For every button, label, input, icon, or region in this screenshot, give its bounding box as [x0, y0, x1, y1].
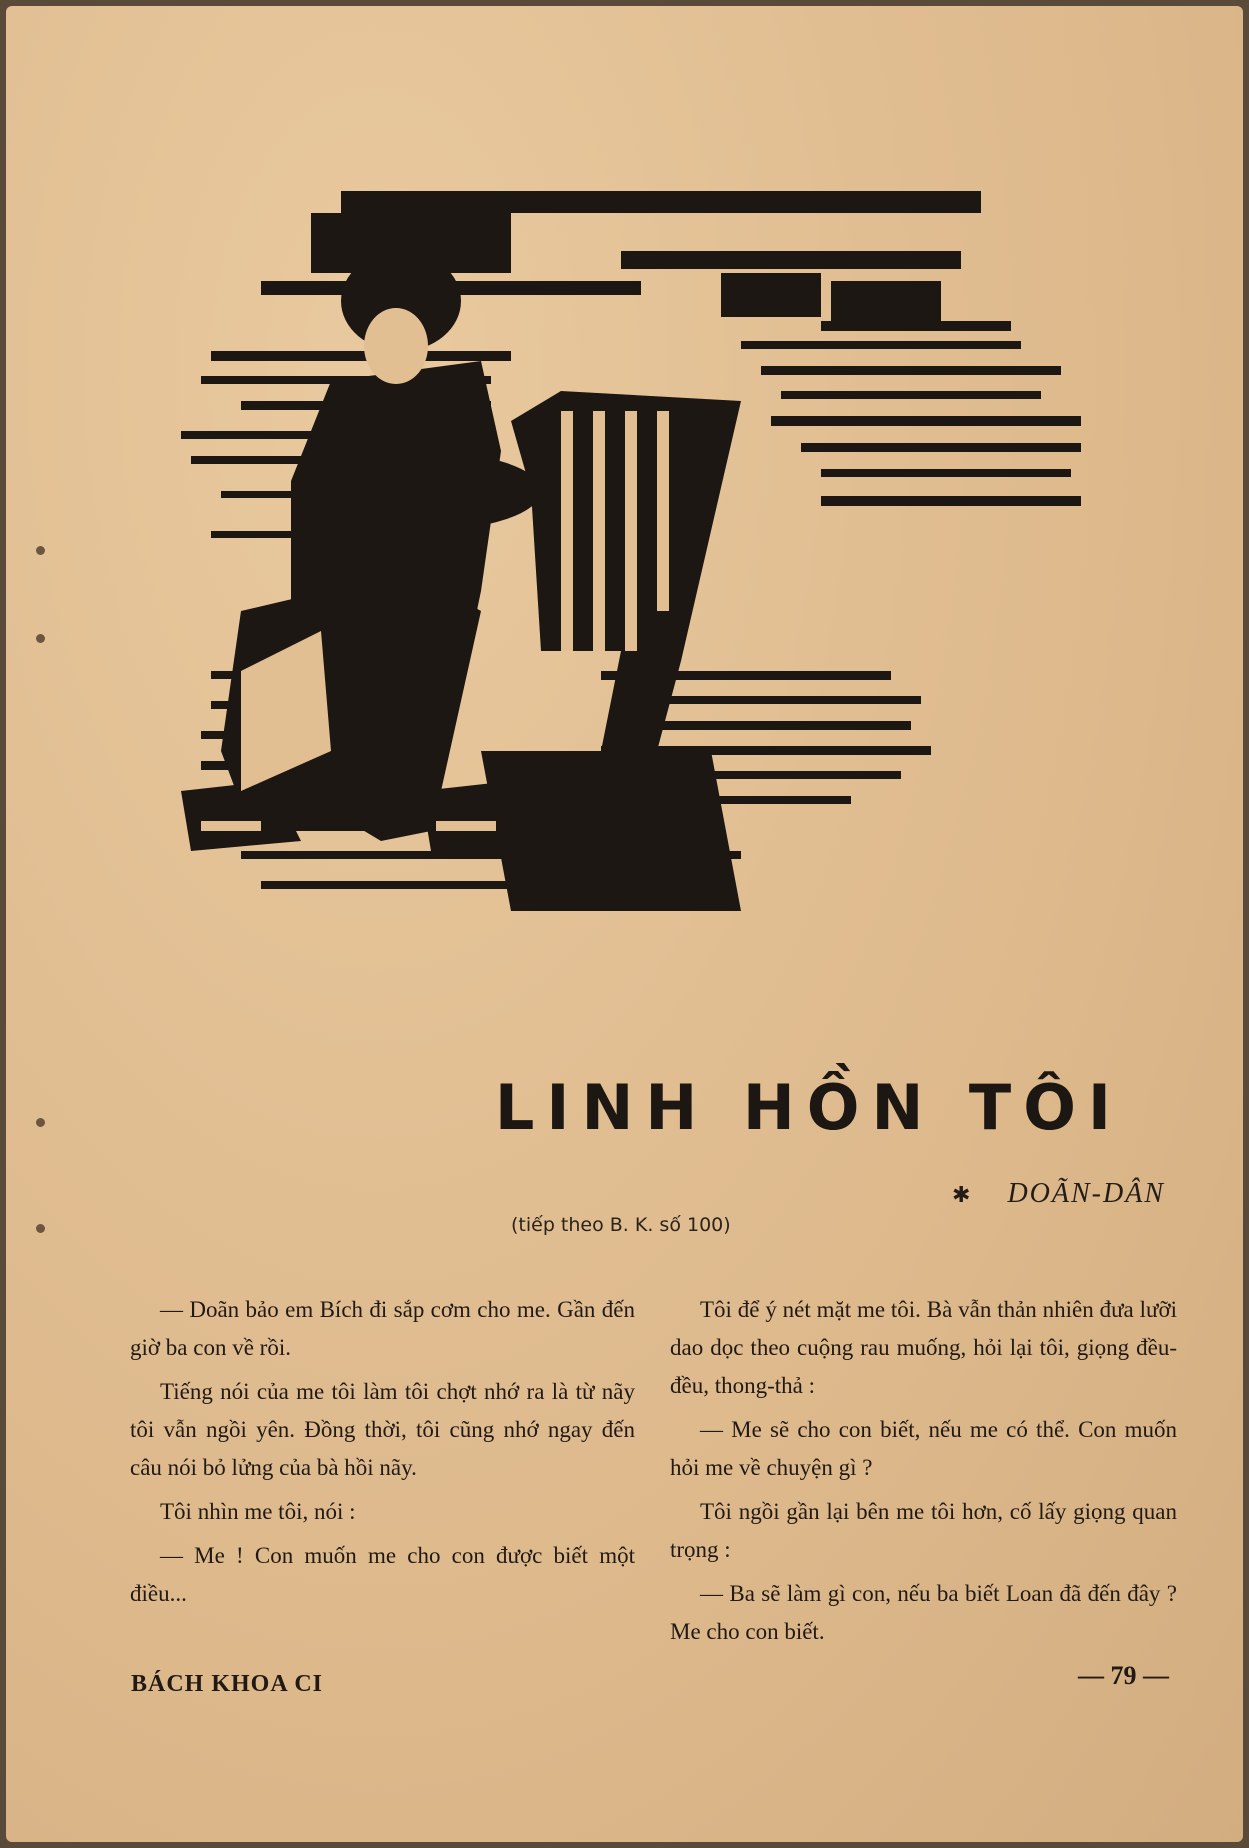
paragraph: — Me ! Con muốn me cho con được biết một điều...	[130, 1543, 635, 1606]
magazine-name: BÁCH KHOA CI	[131, 1671, 324, 1697]
binding-hole	[36, 634, 45, 643]
paragraph: Tôi nhìn me tôi, nói :	[160, 1499, 356, 1524]
paragraph: Tiếng nói của me tôi làm tôi chợt nhớ ra là từ nãy tôi vẫn ngồi yên. Đồng thời, tôi cũng nhớ ngay đến câu nói bỏ lửng của bà hồi nãy.	[130, 1379, 635, 1480]
binding-hole	[36, 546, 45, 555]
magazine-page	[6, 6, 1243, 1842]
right-column	[670, 1291, 1177, 1657]
paragraph: — Ba sẽ làm gì con, nếu ba biết Loan đã đến đây ? Me cho con biết.	[670, 1581, 1177, 1644]
page-number: — 79 —	[1078, 1661, 1169, 1690]
binding-hole	[36, 1224, 45, 1233]
paragraph: Tôi ngồi gần lại bên me tôi hơn, cố lấy giọng quan trọng :	[670, 1499, 1177, 1562]
woodcut-seated-woman-illustration	[181, 191, 1121, 1001]
paragraph: Tôi để ý nét mặt me tôi. Bà vẫn thản nhiên đưa lưỡi dao dọc theo cuộng rau muống, hỏi lại tôi, giọng đều-đều, thong-thả :	[670, 1297, 1177, 1398]
author-byline	[952, 1178, 1165, 1210]
article-title: LINH HỒN TÔI	[494, 1071, 1123, 1144]
continuation-note: (tiếp theo B. K. số 100)	[511, 1214, 731, 1236]
star-icon: ✱	[952, 1182, 973, 1207]
paragraph: — Doãn bảo em Bích đi sắp cơm cho me. Gần đến giờ ba con về rồi.	[130, 1297, 635, 1360]
author-name: DOÃN-DÂN	[1007, 1178, 1165, 1209]
paragraph: — Me sẽ cho con biết, nếu me có thể. Con muốn hỏi me về chuyện gì ?	[670, 1417, 1177, 1480]
left-column	[130, 1291, 635, 1619]
